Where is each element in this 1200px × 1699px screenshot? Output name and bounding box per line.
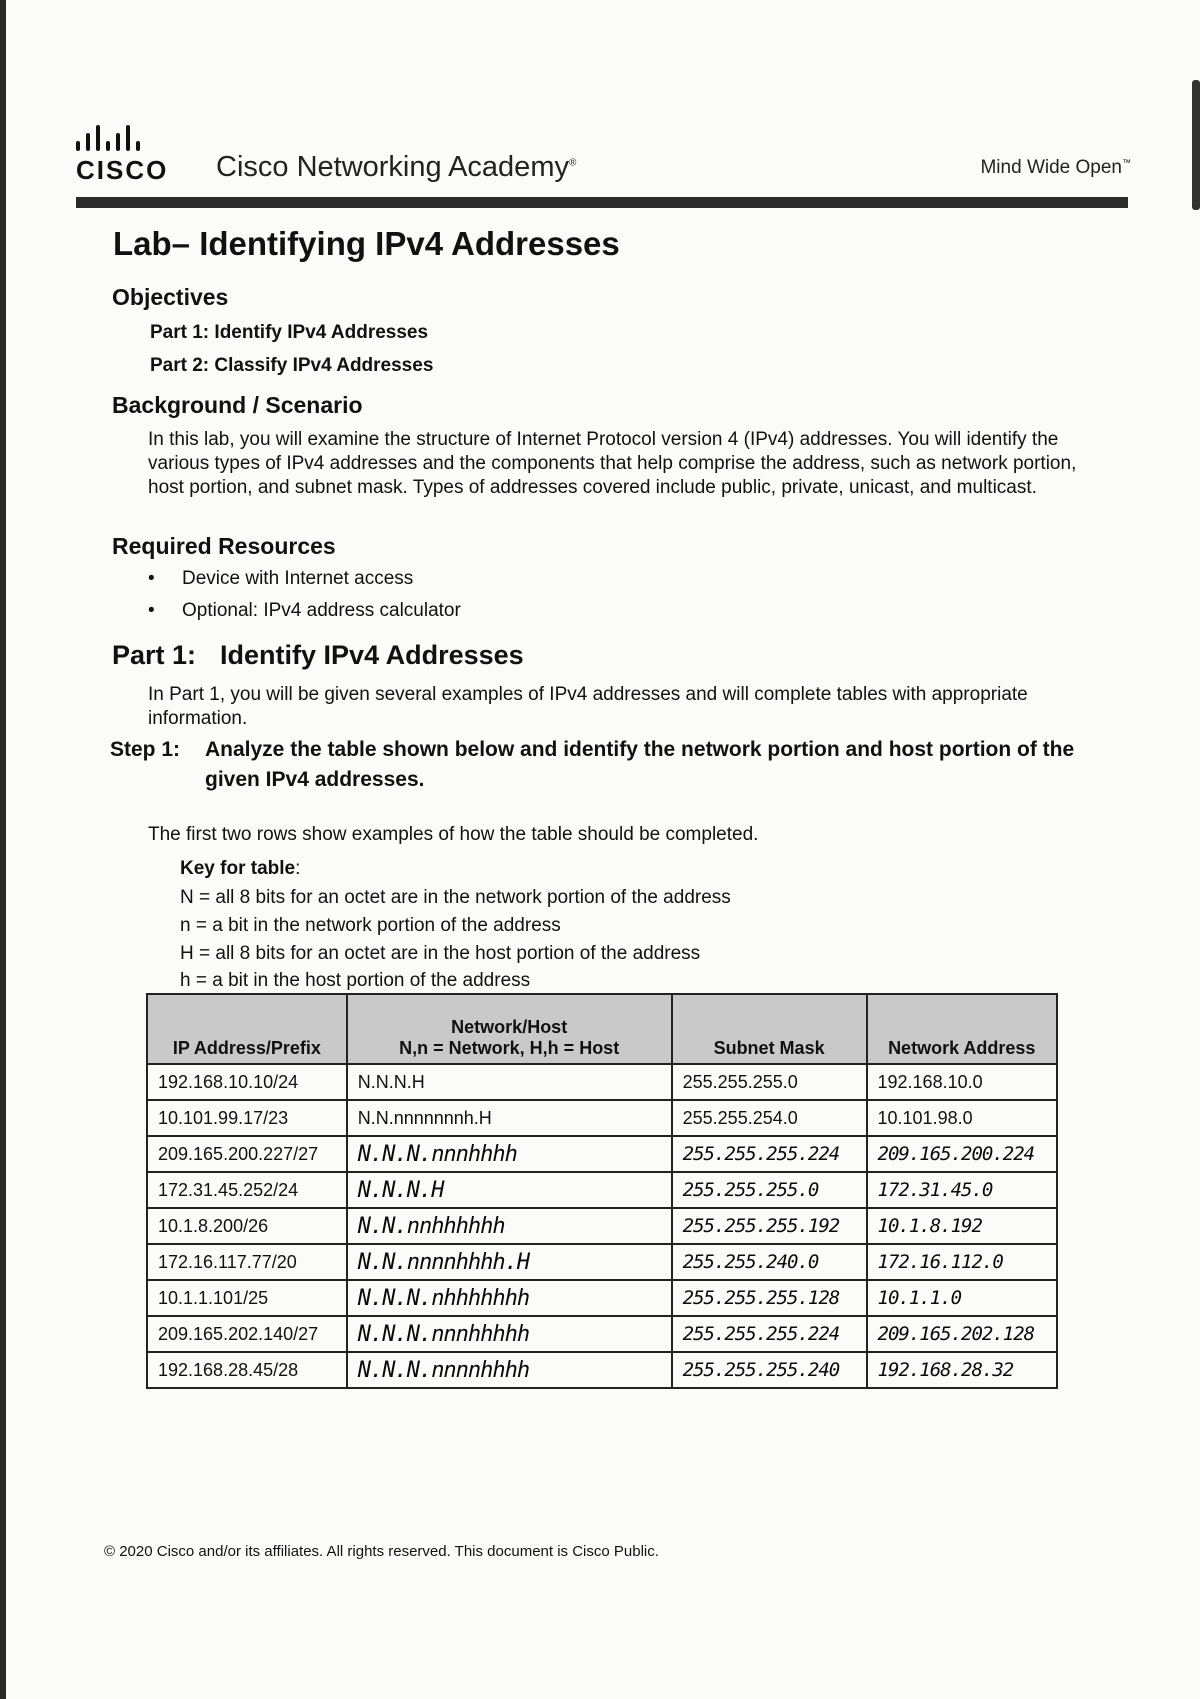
cell-subnet-mask: 255.255.254.0 <box>672 1100 867 1136</box>
cell-network-address: 10.1.1.0 <box>867 1280 1057 1316</box>
scan-edge-left <box>0 0 6 1699</box>
header-nh-top: Network/Host <box>451 1017 568 1037</box>
tagline-text: Mind Wide Open <box>980 157 1122 178</box>
cell-network-address: 172.16.112.0 <box>867 1244 1057 1280</box>
academy-text: Cisco Networking Academy <box>216 151 569 183</box>
tagline: Mind Wide Open™ <box>980 157 1131 178</box>
table-row <box>147 1352 1057 1388</box>
background-text: In this lab, you will examine the structure of Internet Protocol version 4 (IPv4) addresses. You will identify the various types of IPv4 addresses and the components that help comprise the address, such as network portion, host portion, and subnet mask. Types of addresses covered include public, private, unicast, and multicast. <box>148 429 1077 498</box>
cell-subnet-mask: 255.255.255.0 <box>672 1064 867 1100</box>
key-line: H = all 8 bits for an octet are in the host portion of the address <box>180 943 701 964</box>
objectives-heading: Objectives <box>112 284 229 310</box>
step1-note: The first two rows show examples of how the table should be completed. <box>148 824 759 845</box>
background-heading: Background / Scenario <box>112 392 363 418</box>
cell-network-address: 209.165.202.128 <box>867 1316 1057 1352</box>
resource-text: Device with Internet access <box>182 568 414 589</box>
resource-item: • Optional: IPv4 address calculator <box>148 600 461 621</box>
cell-network-host: N.N.nnhhhhhh <box>347 1208 672 1244</box>
cell-network-host: N.N.nnnnhhhh.H <box>347 1244 672 1280</box>
part1-label: Part 1: <box>112 640 197 670</box>
footer-copyright: © 2020 Cisco and/or its affiliates. All rights reserved. This document is Cisco Public. <box>104 1543 659 1560</box>
key-line: n = a bit in the network portion of the address <box>180 915 561 936</box>
cell-network-host: N.N.N.nnnnhhhh <box>347 1352 672 1388</box>
table-row <box>147 1280 1057 1316</box>
header-ip: IP Address/Prefix <box>147 994 347 1064</box>
cell-network-host: N.N.nnnnnnnh.H <box>347 1100 672 1136</box>
objective-item: Part 1: Identify IPv4 Addresses <box>150 322 429 343</box>
cell-network-address: 10.101.98.0 <box>867 1100 1057 1136</box>
cell-network-host: N.N.N.nnnhhhhh <box>347 1316 672 1352</box>
ipv4-table <box>146 993 1058 1389</box>
cell-network-host: N.N.N.nhhhhhhh <box>347 1280 672 1316</box>
header-rule <box>76 197 1128 208</box>
part1-title: Identify IPv4 Addresses <box>220 640 524 670</box>
cell-ip: 209.165.202.140/27 <box>147 1316 347 1352</box>
part1-intro: In Part 1, you will be given several examples of IPv4 addresses and will complete tables with appropriate information. <box>148 684 1028 729</box>
step1-title: Analyze the table shown below and identify the network portion and host portion of the given IPv4 addresses. <box>205 738 1075 791</box>
page-title: Lab– Identifying IPv4 Addresses <box>113 225 620 262</box>
cisco-logo <box>76 125 186 185</box>
key-line: h = a bit in the host portion of the address <box>180 970 531 991</box>
objective-item: Part 2: Classify IPv4 Addresses <box>150 355 434 376</box>
cell-subnet-mask: 255.255.255.192 <box>672 1208 867 1244</box>
cell-network-address: 192.168.28.32 <box>867 1352 1057 1388</box>
scan-edge-right <box>1192 80 1200 210</box>
resource-item: • Device with Internet access <box>148 568 414 589</box>
cell-ip: 192.168.10.10/24 <box>147 1064 347 1100</box>
table-row <box>147 1244 1057 1280</box>
cell-subnet-mask: 255.255.255.224 <box>672 1136 867 1172</box>
table-row <box>147 1172 1057 1208</box>
cell-network-address: 10.1.8.192 <box>867 1208 1057 1244</box>
table-row <box>147 1316 1057 1352</box>
cell-ip: 209.165.200.227/27 <box>147 1136 347 1172</box>
cell-ip: 192.168.28.45/28 <box>147 1352 347 1388</box>
cell-subnet-mask: 255.255.255.0 <box>672 1172 867 1208</box>
table-row <box>147 1100 1057 1136</box>
cell-network-host: N.N.N.H <box>347 1064 672 1100</box>
cell-network-address: 192.168.10.0 <box>867 1064 1057 1100</box>
header-mask: Subnet Mask <box>672 994 867 1064</box>
header-nh-bottom: N,n = Network, H,h = Host <box>399 1038 620 1058</box>
academy-name: Cisco Networking Academy® <box>216 151 577 183</box>
table-header-row <box>147 994 1057 1064</box>
header-network-host <box>347 994 672 1064</box>
cell-ip: 10.1.8.200/26 <box>147 1208 347 1244</box>
resources-heading: Required Resources <box>112 533 336 559</box>
key-heading-text: Key for table <box>180 858 296 879</box>
cell-network-address: 172.31.45.0 <box>867 1172 1057 1208</box>
key-heading: Key for table: <box>180 858 301 879</box>
step1-label: Step 1: <box>110 738 181 761</box>
header-network: Network Address <box>867 994 1057 1064</box>
cell-subnet-mask: 255.255.255.240 <box>672 1352 867 1388</box>
cell-ip: 10.101.99.17/23 <box>147 1100 347 1136</box>
cisco-bars-icon <box>76 125 186 151</box>
cell-network-address: 209.165.200.224 <box>867 1136 1057 1172</box>
part1-heading <box>112 640 524 671</box>
table-row <box>147 1064 1057 1100</box>
cell-subnet-mask: 255.255.255.128 <box>672 1280 867 1316</box>
cell-subnet-mask: 255.255.255.224 <box>672 1316 867 1352</box>
cell-subnet-mask: 255.255.240.0 <box>672 1244 867 1280</box>
table-row <box>147 1136 1057 1172</box>
cell-ip: 172.16.117.77/20 <box>147 1244 347 1280</box>
cell-ip: 172.31.45.252/24 <box>147 1172 347 1208</box>
cisco-wordmark: CISCO <box>76 155 169 185</box>
cell-network-host: N.N.N.H <box>347 1172 672 1208</box>
key-line: N = all 8 bits for an octet are in the network portion of the address <box>180 887 731 908</box>
cell-network-host: N.N.N.nnnhhhh <box>347 1136 672 1172</box>
cell-ip: 10.1.1.101/25 <box>147 1280 347 1316</box>
table-row <box>147 1208 1057 1244</box>
resource-text: Optional: IPv4 address calculator <box>182 600 461 621</box>
